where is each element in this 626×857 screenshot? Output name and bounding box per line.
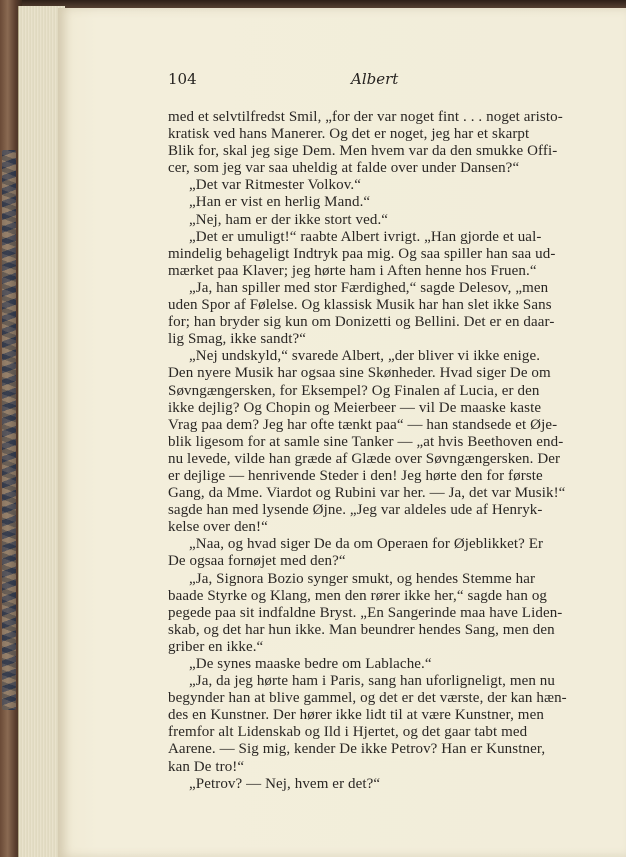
text-line: „Ja, da jeg hørte ham i Paris, sang han uforligneligt, men nu <box>189 673 556 690</box>
text-line: „Det var Ritmester Volkov.“ <box>189 177 361 194</box>
text-line: uden Spor af Følelse. Og klassisk Musik har han slet ikke Sans <box>168 297 552 314</box>
text-line: er dejlige — henrivende Steder i den! Jeg hørte den for første <box>168 467 543 484</box>
text-line: mærket paa Klaver; jeg hørte ham i Aften henne hos Fruen.“ <box>168 262 537 279</box>
text-line: „Det er umuligt!“ raabte Albert ivrigt. „Han gjorde et ual- <box>189 228 542 245</box>
text-line: sagde han med lysende Øjne. „Jeg var aldeles ude af Henryk- <box>168 502 543 519</box>
text-line: Gang, da Mme. Viardot og Rubini var her. — Ja, det var Musik!“ <box>168 485 566 502</box>
body-text <box>168 109 576 793</box>
text-line: kan De tro!“ <box>168 758 245 775</box>
text-line: „De synes maaske bedre om Lablache.“ <box>189 656 432 672</box>
text-line: „Nej undskyld,“ svarede Albert, „der bliver vi ikke enige. <box>189 348 541 365</box>
text-line: Søvngængersken, for Eksempel? Og Finalen af Lucia, er den <box>168 382 540 399</box>
text-line: lig Smag, ikke sandt?“ <box>168 331 307 348</box>
text-line: kratisk ved hans Manerer. Og det er noget, jeg har et skarpt <box>168 126 530 143</box>
text-line: baade Styrke og Klang, men den rører ikke her,“ sagde han og <box>168 587 548 604</box>
text-line: „Han er vist en herlig Mand.“ <box>189 194 371 211</box>
text-line: med et selvtilfredst Smil, „for der var noget fint . . . noget aristo- <box>168 109 563 125</box>
text-line: mindelig behageligt Indtryk paa mig. Og saa spiller han saa ud- <box>168 245 556 262</box>
text-line: Vrag paa dem? Jeg har ofte tænkt paa“ — han standsede et Øje- <box>168 416 558 433</box>
marbled-endpaper <box>2 150 16 710</box>
text-line: des en Kunstner. Der hører ikke lidt til at være Kunstner, men <box>168 707 544 724</box>
text-line: „Petrov? — Nej, hvem er det?“ <box>189 775 381 792</box>
text-line: cer, som jeg var saa uheldig at falde over under Dansen?“ <box>168 160 520 177</box>
text-line: „Ja, Signora Bozio synger smukt, og hendes Stemme har <box>189 570 536 587</box>
text-line: „Nej, ham er der ikke stort ved.“ <box>189 211 389 228</box>
text-line: fremfor alt Lidenskab og Ild i Hjertet, og det gaar tabt med <box>168 724 528 741</box>
text-line: nu levede, vilde han græde af Glæde over Søvngængersken. Der <box>168 450 561 467</box>
text-line: begynder han at blive gammel, og det er det værste, der kan hæn- <box>168 690 567 707</box>
text-line: pegede paa sit indfaldne Bryst. „En Sangerinde maa have Liden- <box>168 604 563 621</box>
text-line: ikke dejlig? Og Chopin og Meierbeer — vil De maaske kaste <box>168 399 542 416</box>
text-line: griber en ikke.“ <box>168 638 264 655</box>
text-line: Aarene. — Sig mig, kender De ikke Petrov? Han er Kunstner, <box>168 741 546 758</box>
text-line: skab, og det har hun ikke. Man beundrer hendes Sang, men den <box>168 621 555 638</box>
page-header <box>168 70 399 92</box>
text-line: „Naa, og hvad siger De da om Operaen for Øjeblikket? Er <box>189 536 544 553</box>
running-head: Albert <box>351 70 399 88</box>
page-number: 104 <box>168 70 197 88</box>
text-line: kelse over den!“ <box>168 519 268 536</box>
text-line: De ogsaa fornøjet med den?“ <box>168 553 346 570</box>
text-line: Blik for, skal jeg sige Dem. Men hvem var da den smukke Offi- <box>168 143 558 160</box>
text-line: Den nyere Musik har ogsaa sine Skønheder. Hvad siger De om <box>168 365 551 382</box>
text-line: blik ligesom for at samle sine Tanker — „at hvis Beethoven end- <box>168 433 564 450</box>
text-line: for; han bryder sig kun om Donizetti og Bellini. Det er en daar- <box>168 314 555 331</box>
text-line: „Ja, han spiller med stor Færdighed,“ sagde Delesov, „men <box>189 279 549 296</box>
